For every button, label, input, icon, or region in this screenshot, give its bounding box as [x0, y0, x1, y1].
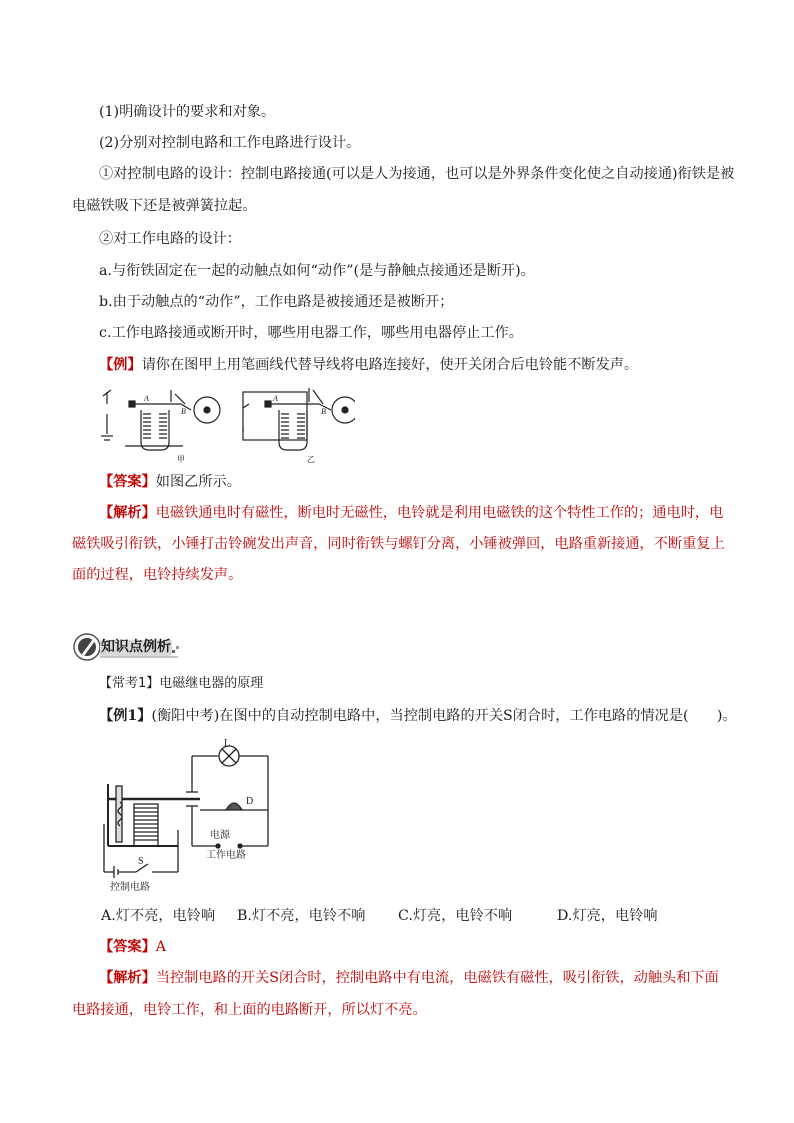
- electric-bell-figures: [95, 384, 355, 466]
- section-banner-title: 知识点例析: [101, 639, 171, 655]
- label-work-circuit: 工作电路: [206, 850, 246, 861]
- item-c: c.工作电路接通或断开时，哪些用电器工作，哪些用电器停止工作。: [99, 325, 523, 341]
- label-s: S: [138, 856, 144, 867]
- example-1-answer-tag: 【答案】: [99, 939, 156, 955]
- example-1-analysis-line-1: [99, 968, 719, 988]
- figure-jia: [101, 390, 220, 450]
- step-2: (2)分别对控制电路和工作电路进行设计。: [99, 135, 361, 151]
- analysis-line-1: [99, 503, 723, 523]
- point-1-line-1: ①对控制电路的设计：控制电路接通(可以是人为接通，也可以是外界条件变化使之自动接通)衔铁是被: [99, 166, 735, 182]
- example-1-analysis-text-1: 当控制电路的开关S闭合时，控制电路中有电流，电磁铁有磁性，吸引衔铁，动触头和下面: [155, 970, 719, 986]
- common-1-title: 【常考1】电磁继电器的原理: [99, 676, 264, 691]
- relay-circuit-figure: [96, 734, 276, 894]
- step-1: (1)明确设计的要求和对象。: [99, 104, 276, 120]
- item-a: a.与衔铁固定在一起的动触点如何“动作”(是与静触点接通还是断开)。: [99, 263, 535, 279]
- example-tag: 【例】: [99, 357, 142, 373]
- label-control-circuit: 控制电路: [110, 882, 150, 893]
- item-b: b.由于动触点的“动作”，工作电路是被接通还是被断开；: [99, 294, 454, 310]
- answer-tag: 【答案】: [99, 474, 156, 490]
- option-b: B.灯不亮，电铃不响: [237, 908, 366, 924]
- example-text: 请你在图甲上用笔画线代替导线将电路连接好，使开关闭合后电铃能不断发声。: [141, 357, 639, 373]
- example-1-question: [99, 706, 737, 726]
- label-b-jia: B: [181, 407, 186, 416]
- example-1-analysis-line-2: 电路接通，电铃工作，和上面的电路断开，所以灯不亮。: [72, 1002, 427, 1018]
- figure-yi: [243, 388, 355, 450]
- answer-text: 如图乙所示。: [155, 474, 241, 490]
- point-1-line-2: 电磁铁吸下还是被弹簧拉起。: [72, 198, 257, 214]
- example-1-answer: [99, 937, 166, 957]
- analysis-tag: 【解析】: [99, 505, 156, 521]
- label-power: 电源: [210, 830, 230, 841]
- example-1-tag: 【例1】: [99, 708, 152, 724]
- figure-jia-label: 甲: [177, 455, 185, 464]
- option-d: D.灯亮，电铃响: [557, 908, 658, 924]
- label-a-yi: A: [273, 394, 278, 403]
- analysis-line-3: 面的过程，电铃持续发声。: [72, 567, 243, 583]
- example-1-text: (衡阳中考)在图中的自动控制电路中，当控制电路的开关S闭合时，工作电路的情况是( )。: [151, 708, 737, 724]
- label-d: D: [246, 796, 254, 807]
- label-b-yi: B: [321, 407, 326, 416]
- label-l: L: [224, 738, 231, 749]
- example-1-analysis-tag: 【解析】: [99, 970, 156, 986]
- analysis-line-2: 磁铁吸引衔铁，小锤打击铃碗发出声音，同时衔铁与螺钉分离，小锤被弹回，电路重新接通，不断重复上: [72, 536, 725, 552]
- example-1-answer-text: A: [155, 939, 167, 955]
- option-c: C.灯亮，电铃不响: [398, 908, 513, 924]
- figure-yi-label: 乙: [307, 455, 315, 464]
- option-a: A.灯不亮，电铃响: [101, 908, 216, 924]
- example-answer: [99, 472, 241, 492]
- analysis-text-1: 电磁铁通电时有磁性，断电时无磁性，电铃就是利用电磁铁的这个特性工作的；通电时，电: [155, 505, 724, 521]
- label-a-jia: A: [144, 394, 149, 403]
- point-2: ②对工作电路的设计：: [99, 231, 241, 247]
- example-question: [99, 355, 638, 375]
